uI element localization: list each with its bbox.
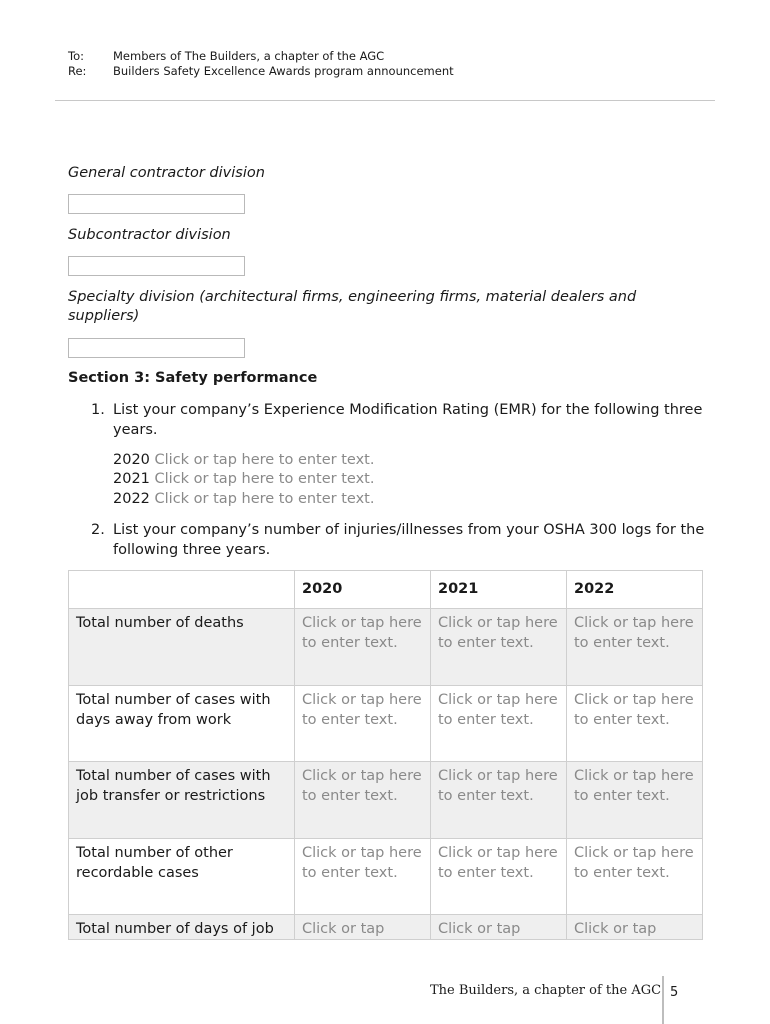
memo-to-value: Members of The Builders, a chapter of the AGC: [113, 49, 385, 63]
table-header-cell: 2022: [567, 571, 703, 609]
table-header-cell: [69, 571, 295, 609]
table-input-cell[interactable]: Click or tap here to enter text.: [567, 609, 703, 686]
table-cut-edge: [68, 939, 702, 940]
sub-division-label: Subcontractor division: [68, 227, 231, 243]
table-input-cell[interactable]: Click or tap: [567, 915, 703, 941]
table-input-cell[interactable]: Click or tap: [295, 915, 431, 941]
table-row: [69, 762, 703, 839]
emr-year: 2020: [113, 452, 150, 468]
table-input-cell[interactable]: Click or tap here to enter text.: [431, 609, 567, 686]
page-number: 5: [670, 985, 679, 1000]
table-header-row: [69, 571, 703, 609]
table-input-cell[interactable]: Click or tap here to enter text.: [295, 686, 431, 762]
table-row: [69, 609, 703, 686]
table-row: [69, 839, 703, 915]
emr-input[interactable]: Click or tap here to enter text.: [154, 471, 375, 487]
question-2-text: List your company’s number of injuries/illnesses from your OSHA 300 logs for the following three years.: [113, 522, 705, 558]
footer-divider: [662, 976, 664, 1024]
table-header-cell: 2021: [431, 571, 567, 609]
table-input-cell[interactable]: Click or tap here to enter text.: [567, 839, 703, 915]
table-header-cell: 2020: [295, 571, 431, 609]
row-label: Total number of days of job: [69, 915, 295, 941]
table-row: [69, 915, 703, 941]
table-row: [69, 686, 703, 762]
section-3-title: Section 3: Safety performance: [68, 370, 318, 386]
memo-to-label: To:: [68, 49, 84, 63]
emr-input[interactable]: Click or tap here to enter text.: [154, 491, 375, 507]
table-input-cell[interactable]: Click or tap here to enter text.: [295, 762, 431, 839]
table-input-cell[interactable]: Click or tap here to enter text.: [567, 762, 703, 839]
osha-table: [68, 570, 703, 940]
footer-org: The Builders, a chapter of the AGC: [430, 983, 662, 998]
table-input-cell[interactable]: Click or tap here to enter text.: [567, 686, 703, 762]
question-1-text: List your company’s Experience Modification Rating (EMR) for the following three years.: [113, 402, 703, 438]
row-label: Total number of cases with days away from work: [69, 686, 295, 762]
specialty-division-label: Specialty division (architectural firms, engineering firms, material dealers and suppliers): [68, 289, 637, 324]
table-input-cell[interactable]: Click or tap here to enter text.: [431, 686, 567, 762]
memo-re-label: Re:: [68, 64, 87, 78]
emr-year: 2021: [113, 471, 150, 487]
memo-re-value: Builders Safety Excellence Awards program announcement: [113, 64, 454, 78]
row-label: Total number of deaths: [69, 609, 295, 686]
table-input-cell[interactable]: Click or tap here to enter text.: [295, 839, 431, 915]
row-label: Total number of cases with job transfer or restrictions: [69, 762, 295, 839]
question-1-number: 1.: [91, 402, 105, 418]
table-input-cell[interactable]: Click or tap here to enter text.: [431, 762, 567, 839]
emr-input[interactable]: Click or tap here to enter text.: [154, 452, 375, 468]
table-input-cell[interactable]: Click or tap: [431, 915, 567, 941]
emr-year: 2022: [113, 491, 150, 507]
question-2-number: 2.: [91, 522, 105, 538]
row-label: Total number of other recordable cases: [69, 839, 295, 915]
general-division-label: General contractor division: [68, 165, 265, 181]
table-input-cell[interactable]: Click or tap here to enter text.: [431, 839, 567, 915]
table-input-cell[interactable]: Click or tap here to enter text.: [295, 609, 431, 686]
